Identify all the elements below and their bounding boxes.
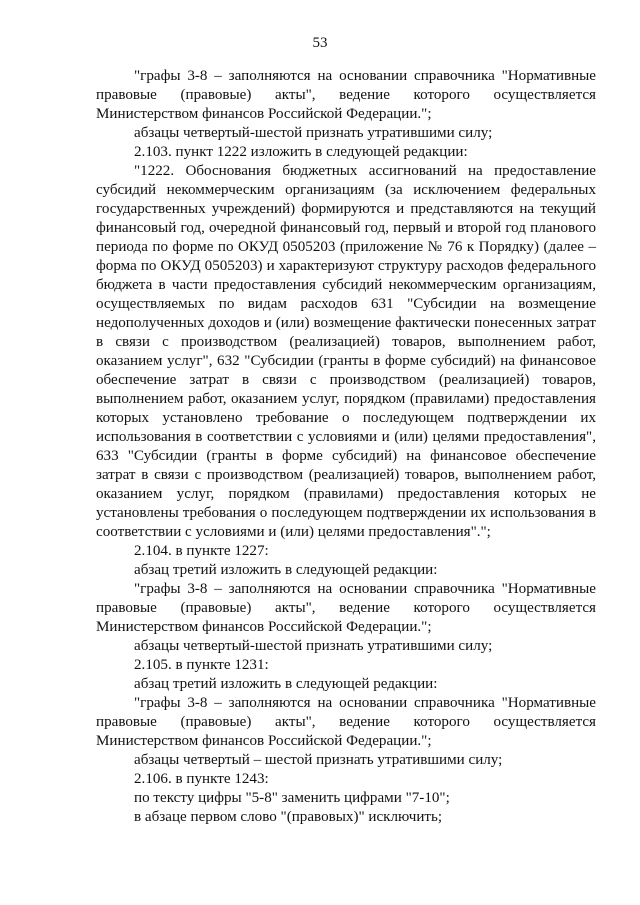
paragraph-repeal-4-6: абзацы четвертый-шестой признать утратившими силу;: [134, 125, 493, 141]
paragraph-third-abzac: абзац третий изложить в следующей редакции:: [134, 562, 438, 578]
paragraph-third-abzac: абзац третий изложить в следующей редакции:: [134, 676, 438, 692]
paragraph-2-104: 2.104. в пункте 1227:: [134, 543, 269, 559]
paragraph-2-105: 2.105. в пункте 1231:: [134, 657, 269, 673]
paragraph-replace-digits: по тексту цифры "5-8" заменить цифрами "7-10";: [134, 790, 450, 806]
paragraph-1222-text: "1222. Обоснования бюджетных ассигнований на предоставление субсидий некоммерческим организациям (за исключением федеральных государственных учреждений) формируются и представляются на текущий финансовый год, очередной финансовый год, первый и второй год планового периода по форме по ОКУД 0505203 (приложение № 76 к Порядку) (далее – форма по ОКУД 0505203) и характеризуют структуру расходов федерального бюджета в части предоставления субсидий некоммерческим организациям, осуществляемых по видам расходов 631 "Субсидии на возмещение недополученных доходов и (или) возмещение фактически понесенных затрат в связи с производством (реализацией) товаров, выполнением работ, оказанием услуг", 632 "Субсидии (гранты в форме субсидий) на финансовое обеспечение затрат в связи с производством (реализацией) товаров, выполнением работ, оказанием услуг, порядком (правилами) предоставления которых установлено требование о последующем подтверждении их использования в соответствии с условиями и (или) целями предоставления", 633 "Субсидии (гранты в форме субсидий) на финансовое обеспечение затрат в связи с производством (реализацией) товаров, выполнением работ, оказанием услуг, порядком (правилами) предоставления которых не установлены требования о последующем подтверждении их использования в соответствии с условиями и (или) целями предоставления".";: [96, 163, 596, 540]
paragraph-quote-graphs-3-8: "графы 3-8 – заполняются на основании справочника "Нормативные правовые (правовые) акты", ведение которого осуществляется Министерством финансов Российской Федерации.";: [96, 695, 596, 749]
paragraph-quote-graphs-3-8: "графы 3-8 – заполняются на основании справочника "Нормативные правовые (правовые) акты", ведение которого осуществляется Министерством финансов Российской Федерации.";: [96, 68, 596, 122]
paragraph-2-103: 2.103. пункт 1222 изложить в следующей редакции:: [134, 144, 468, 160]
document-body: [96, 67, 596, 827]
paragraph-quote-graphs-3-8: "графы 3-8 – заполняются на основании справочника "Нормативные правовые (правовые) акты", ведение которого осуществляется Министерством финансов Российской Федерации.";: [96, 581, 596, 635]
paragraph-repeal-4-6: абзацы четвертый – шестой признать утратившими силу;: [134, 752, 503, 768]
paragraph-repeal-4-6: абзацы четвертый-шестой признать утратившими силу;: [134, 638, 493, 654]
page-number: 53: [312, 35, 328, 51]
paragraph-2-106: 2.106. в пункте 1243:: [134, 771, 269, 787]
paragraph-remove-word: в абзаце первом слово "(правовых)" исключить;: [134, 809, 443, 825]
